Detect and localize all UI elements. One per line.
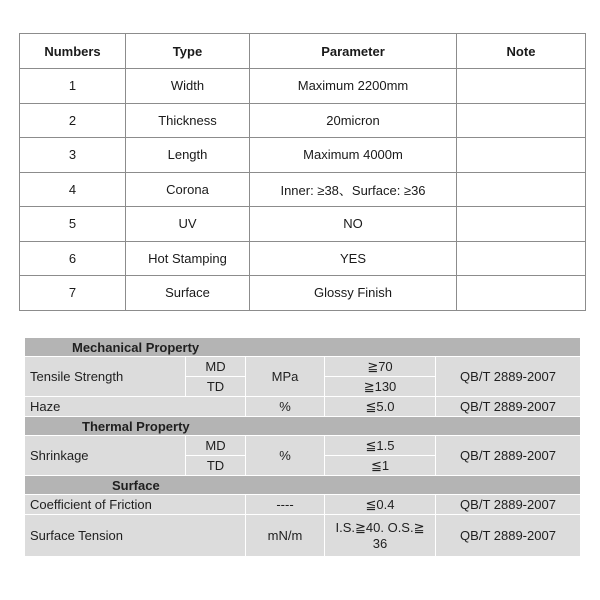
shrinkage-label: Shrinkage — [25, 436, 186, 476]
header-numbers: Numbers — [20, 34, 126, 69]
haze-unit: % — [246, 397, 325, 417]
row-type: Corona — [126, 172, 250, 207]
shrinkage-unit: % — [246, 436, 325, 476]
surface-tension-standard: QB/T 2889-2007 — [436, 515, 581, 557]
property-table — [24, 337, 581, 557]
row-number: 7 — [20, 276, 126, 311]
table-row — [20, 276, 586, 311]
spec-table — [19, 33, 586, 311]
md-label: MD — [186, 436, 246, 456]
table-row — [20, 103, 586, 138]
td-label: TD — [186, 456, 246, 476]
haze-label: Haze — [25, 397, 246, 417]
tensile-standard: QB/T 2889-2007 — [436, 357, 581, 397]
surface-tension-label: Surface Tension — [25, 515, 246, 557]
td-label: TD — [186, 377, 246, 397]
table-row — [25, 495, 581, 515]
section-title-mechanical: Mechanical Property — [25, 338, 581, 357]
header-parameter: Parameter — [250, 34, 457, 69]
surface-tension-unit: mN/m — [246, 515, 325, 557]
section-title-surface: Surface — [25, 476, 581, 495]
friction-unit: ---- — [246, 495, 325, 515]
row-parameter: Inner: ≥38、Surface: ≥36 — [250, 172, 457, 207]
row-note — [457, 138, 586, 173]
row-type: Hot Stamping — [126, 241, 250, 276]
table-row — [20, 207, 586, 242]
row-note — [457, 103, 586, 138]
friction-label: Coefficient of Friction — [25, 495, 246, 515]
row-parameter: YES — [250, 241, 457, 276]
table-row — [20, 69, 586, 104]
table-row — [25, 357, 581, 377]
row-number: 2 — [20, 103, 126, 138]
spec-header-row — [20, 34, 586, 69]
row-number: 4 — [20, 172, 126, 207]
row-note — [457, 276, 586, 311]
table-row — [20, 172, 586, 207]
row-type: Surface — [126, 276, 250, 311]
row-note — [457, 241, 586, 276]
header-type: Type — [126, 34, 250, 69]
tensile-md-value: ≧70 — [325, 357, 436, 377]
row-note — [457, 69, 586, 104]
table-row — [25, 515, 581, 557]
row-parameter: Maximum 4000m — [250, 138, 457, 173]
md-label: MD — [186, 357, 246, 377]
row-type: Width — [126, 69, 250, 104]
row-parameter: Maximum 2200mm — [250, 69, 457, 104]
row-number: 1 — [20, 69, 126, 104]
haze-value: ≦5.0 — [325, 397, 436, 417]
row-type: UV — [126, 207, 250, 242]
row-number: 3 — [20, 138, 126, 173]
row-note — [457, 172, 586, 207]
shrinkage-td-value: ≦1 — [325, 456, 436, 476]
section-header-mechanical — [25, 338, 581, 357]
friction-standard: QB/T 2889-2007 — [436, 495, 581, 515]
shrinkage-md-value: ≦1.5 — [325, 436, 436, 456]
section-header-thermal — [25, 417, 581, 436]
section-header-surface — [25, 476, 581, 495]
row-number: 6 — [20, 241, 126, 276]
tensile-td-value: ≧130 — [325, 377, 436, 397]
surface-tension-value: I.S.≧40. O.S.≧ 36 — [325, 515, 436, 557]
row-type: Length — [126, 138, 250, 173]
table-row — [20, 138, 586, 173]
table-row — [20, 241, 586, 276]
tensile-unit: MPa — [246, 357, 325, 397]
header-note: Note — [457, 34, 586, 69]
table-row — [25, 397, 581, 417]
row-parameter: Glossy Finish — [250, 276, 457, 311]
row-parameter: 20micron — [250, 103, 457, 138]
section-title-thermal: Thermal Property — [25, 417, 581, 436]
friction-value: ≦0.4 — [325, 495, 436, 515]
row-number: 5 — [20, 207, 126, 242]
shrinkage-standard: QB/T 2889-2007 — [436, 436, 581, 476]
row-note — [457, 207, 586, 242]
tensile-strength-label: Tensile Strength — [25, 357, 186, 397]
table-row — [25, 436, 581, 456]
haze-standard: QB/T 2889-2007 — [436, 397, 581, 417]
row-type: Thickness — [126, 103, 250, 138]
row-parameter: NO — [250, 207, 457, 242]
